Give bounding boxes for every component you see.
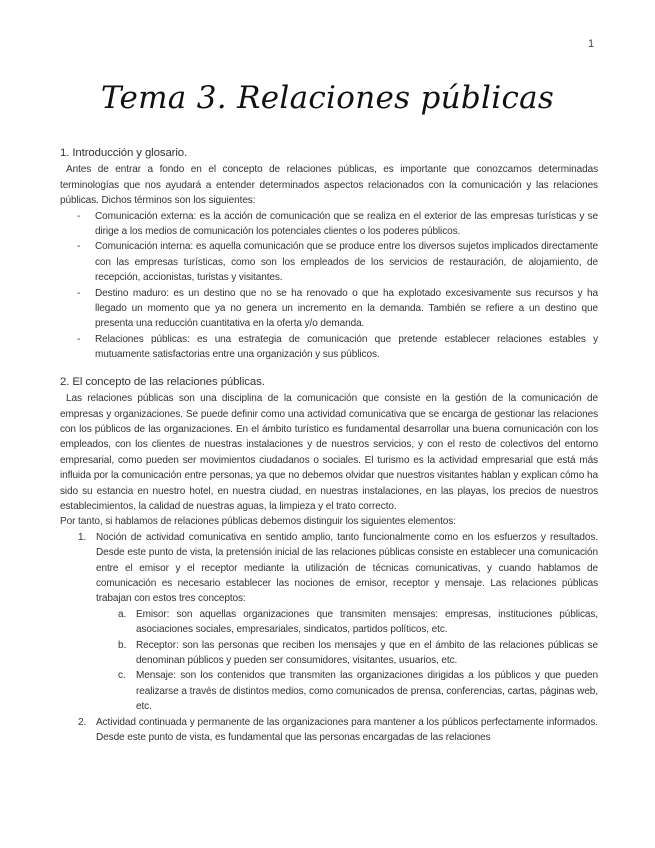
glossary-list [60,209,598,363]
list-marker: a. [118,608,127,620]
list-item-text: Noción de actividad comunicativa en sentido amplio, tanto funcionalmente como en los esfuerzos y resultados. Desde este punto de vista, la pretensión inicial de las relaciones públicas consiste en establecer una comunicación entre el emisor y el receptor mediante la utilización de técnicas comunicativas, y cuando hablamos de comunicación es necesario establecer las nociones de emisor, receptor y mensaje. Las relaciones públicas trabajan con estos tres conceptos: [96,531,598,605]
elements-list [60,530,598,746]
sub-list-item [60,607,598,638]
list-item-text: Actividad continuada y permanente de las organizaciones para mantener a los públicos perfectamente informados. Desde este punto de vista, es fundamental que las personas encargadas de las relaciones [96,716,598,744]
list-marker: 1. [78,531,87,543]
list-item-text: Mensaje: son los contenidos que transmiten las organizaciones dirigidas a los públicos y que pueden realizarse a través de distintos medios, como comunicados de prensa, conferencias, cartas, páginas web, etc. [136,670,598,713]
list-item-text: Emisor: son aquellas organizaciones que transmiten mensajes: empresas, instituciones públicas, asociaciones sociales, empresariales, sindicatos, partidos políticos, etc. [136,608,598,636]
sub-list-item [60,638,598,669]
glossary-item: - Destino maduro: es un destino que no se ha renovado o que ha explotado excesivamente sus recursos y ha llegado un momento que ya no genera un incremento en la demanda. También se refiere a un destino que presenta una reducción cuantitativa en la oferta y/o demanda. [60,286,598,332]
list-item-text: Receptor: son las personas que reciben los mensajes y que en el ámbito de las relaciones públicas se denominan públicos y pueden ser consumidores, visitantes, usuarios, etc. [136,639,598,666]
page-number: 1 [588,38,595,50]
intro-paragraph: Antes de entrar a fondo en el concepto de relaciones públicas, es importante que conozcamos determinadas terminologías que nos ayudará a entender determinados aspectos relacionados con la comunicación y las relaciones públicas. Dichos términos son los siguientes: [60,164,598,207]
list-marker: 2. [78,716,87,728]
glossary-item: - Comunicación interna: es aquella comunicación que se produce entre los diversos sujetos implicados directamente con las empresas turísticas, como son los empleados de los servicios de restauración, de alojamiento, de recepción, accionistas, turistas y visitantes. [60,239,598,285]
list-marker: b. [118,639,127,651]
list-item [60,715,598,746]
document-body [60,146,598,745]
list-marker: c. [118,670,126,682]
sub-list [96,607,598,715]
glossary-item: - Comunicación externa: es la acción de comunicación que se realiza en el exterior de las empresas turísticas y se dirige a los medios de comunicación los potenciales clientes o los poderes públicos. [60,209,598,240]
section-heading: 2. El concepto de las relaciones públicas. [60,375,265,388]
elements-lead: Por tanto, si hablamos de relaciones públicas debemos distinguir los siguientes elementos: [60,516,456,528]
section-heading: 1. Introducción y glosario. [60,147,188,159]
page-title: Tema 3. Relaciones públicas [100,80,555,116]
glossary-item: - Relaciones públicas: es una estrategia de comunicación que pretende establecer relaciones estables y mutuamente satisfactorias entre una organización y sus públicos. [60,332,598,363]
list-item [60,530,598,715]
sub-list-item [60,668,598,714]
concept-paragraph: Las relaciones públicas son una disciplina de la comunicación que consiste en la gestión de la comunicación de empresas y organizaciones. Se puede definir como una actividad comunicativa que se encarga de gestionar las relaciones con los públicos de las organizaciones. En el ámbito turístico es fundamental desarrollar una buena comunicación con los empleados, con los clientes de nuestras instalaciones y de nuestros servicios, y con el resto de colectivos del entorno empresarial, como pueden ser movimientos ciudadanos o sociales. El turismo es la actividad empresarial que está más influida por la comunicación entre personas, ya que no debemos olvidar que nuestros visitantes hablan y explican cómo ha sido su estancia en nuestro hotel, en nuestra ciudad, en nuestras instalaciones, en las playas, los precios de nuestros establecimientos, la calidad de nuestras aguas, la limpieza y el trato correcto. [60,393,598,512]
